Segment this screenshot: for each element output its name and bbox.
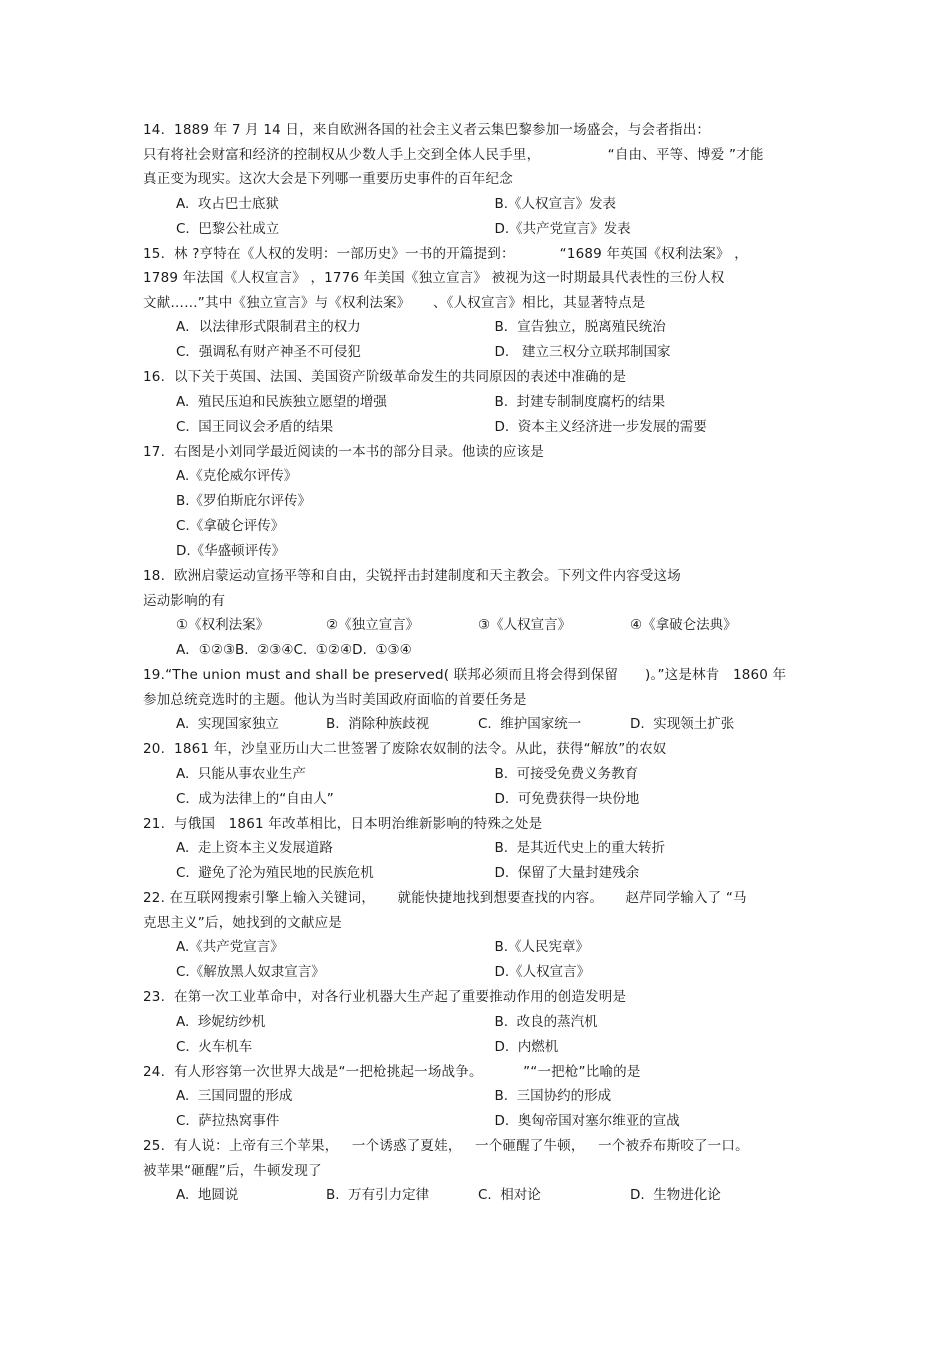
option: A. 地圆说 — [176, 1187, 239, 1203]
question-stem: 22. 在互联网搜索引擎上输入关键词， 就能快捷地找到想要查找的内容。 赵芹同学输入了 “马 克思主义”后，她找到的文献应是 — [143, 890, 747, 931]
options — [143, 836, 813, 886]
option: D.《共产党宣言》发表 — [494, 220, 631, 237]
question-stem: 19.“The union must and shall be preserved( 联邦必须而且将会得到保留 )。”这是林肯 1860 年 参加总统竞选时的主题。他认为当时美国政府面临的首要任务是 — [143, 667, 787, 708]
question-20 — [143, 737, 813, 812]
option: ①《权利法案》 — [176, 617, 270, 633]
question-stem: 17. 右图是小刘同学最近阅读的一本书的部分目录。他读的应该是 — [143, 443, 544, 460]
question-stem: 15. 林 ?亨特在《人权的发明：一部历史》一书的开篇提到： “1689 年英国《权利法案》 ， 1789 年法国《人权宣言》 ，1776 年美国《独立宣言》 被视为这一时期最具代表性的三份人权 文献……”其中《独立宣言》与《权利法案》 、《人权宣言》相比，其显著特点是 — [143, 245, 748, 311]
option: C. 巴黎公社成立 — [176, 220, 280, 237]
option: ④《拿破仑法典》 — [630, 617, 737, 633]
option: C. 火车机车 — [176, 1038, 253, 1055]
option: B. 三国协约的形成 — [494, 1088, 612, 1104]
options — [143, 935, 813, 985]
option: B．宣告独立，脱离殖民统治 — [494, 319, 666, 335]
option: A. 三国同盟的形成 — [176, 1088, 293, 1104]
option: C.《解放黑人奴隶宣言》 — [176, 964, 325, 980]
question-stem: 20. 1861 年，沙皇亚历山大二世签署了废除农奴制的法令。从此，获得“解放”的农奴 — [143, 741, 667, 757]
question-stem: 18. 欧洲启蒙运动宣扬平等和自由，尖锐抨击封建制度和天主教会。下列文件内容受这场 运动影响的有 — [143, 568, 681, 609]
option: ③《人权宣言》 — [478, 617, 572, 633]
options — [143, 712, 813, 737]
question-stem: 16. 以下关于英国、法国、美国资产阶级革命发生的共同原因的表述中准确的是 — [143, 369, 627, 385]
options — [143, 613, 813, 663]
option: D. 生物进化论 — [630, 1187, 721, 1203]
option: B.《罗伯斯庇尔评传》 — [176, 493, 312, 509]
question-stem: 25. 有人说：上帝有三个苹果， 一个诱惑了夏娃， 一个砸醒了牛顿， 一个被乔布斯咬了一口。 被苹果“砸醒”后，牛顿发现了 — [143, 1138, 749, 1179]
options — [143, 315, 813, 365]
question-15 — [143, 242, 813, 366]
options — [143, 390, 813, 440]
question-25 — [143, 1134, 813, 1208]
option: D. 内燃机 — [494, 1038, 559, 1055]
question-stem: 24. 有人形容第一次世界大战是“一把枪挑起一场战争。 ”“一把枪”比喻的是 — [143, 1063, 641, 1080]
question-stem: 23. 在第一次工业革命中，对各行业机器大生产起了重要推动作用的创造发明是 — [143, 989, 627, 1005]
option: B. 可接受免费义务教育 — [494, 765, 639, 782]
question-17 — [143, 440, 813, 565]
options — [143, 192, 813, 242]
question-19 — [143, 663, 813, 737]
option: B. 改良的蒸汽机 — [494, 1013, 598, 1030]
option: B.《人权宣言》发表 — [494, 195, 617, 212]
question-stem: 14. 1889 年 7 月 14 日，来自欧洲各国的社会主义者云集巴黎参加一场盛会，与会者指出： 只有将社会财富和经济的控制权从少数人手上交到全体人民手里， “自由、平等、博爱 ”才能 真正变为现实。这次大会是下列哪一重要历史事件的百年纪念 — [143, 122, 764, 187]
options — [143, 1010, 813, 1060]
option: A. 攻占巴士底狱 — [176, 195, 279, 212]
question-stem: 21. 与俄国 1861 年改革相比，日本明治维新影响的特殊之处是 — [143, 815, 543, 832]
option: D.《人权宣言》 — [494, 964, 591, 980]
option: D. 奥匈帝国对塞尔维亚的宣战 — [494, 1113, 680, 1129]
question-16 — [143, 365, 813, 440]
option: A. 殖民压迫和民族独立愿望的增强 — [176, 393, 387, 410]
option: C．强调私有财产神圣不可侵犯 — [176, 344, 361, 360]
option: A．以法律形式限制君主的权力 — [176, 319, 361, 335]
option: B. 万有引力定律 — [326, 1187, 430, 1203]
question-24 — [143, 1060, 813, 1135]
option: A.《克伦威尔评传》 — [176, 468, 298, 484]
option: D. 建立三权分立联邦制国家 — [494, 344, 671, 360]
option: C. 避免了沦为殖民地的民族危机 — [176, 865, 374, 881]
option: C. ①②④ — [293, 642, 353, 658]
option: B.《人民宪章》 — [494, 939, 590, 955]
option: A.《共产党宣言》 — [176, 939, 284, 955]
option: B. 消除种族歧视 — [326, 716, 430, 732]
option: A. 走上资本主义发展道路 — [176, 840, 333, 856]
question-14 — [143, 118, 813, 242]
option: A. 实现国家独立 — [176, 716, 279, 732]
question-21 — [143, 812, 813, 887]
options — [143, 1183, 813, 1208]
option: B. 是其近代史上的重大转折 — [494, 840, 666, 856]
option: D. 实现领土扩张 — [630, 716, 735, 732]
question-18 — [143, 564, 813, 663]
options — [143, 762, 813, 812]
option: A. 只能从事农业生产 — [176, 765, 306, 782]
option: D. ①③④ — [352, 642, 412, 658]
option: C. 萨拉热窝事件 — [176, 1113, 280, 1129]
exam-page — [143, 118, 813, 1208]
option: B. 封建专制制度腐朽的结果 — [494, 393, 666, 410]
question-22 — [143, 886, 813, 985]
option: D. 资本主义经济进一步发展的需要 — [494, 418, 707, 435]
option: D.《华盛顿评传》 — [176, 543, 286, 559]
option: C. 维护国家统一 — [478, 716, 582, 732]
option: D. 可免费获得一块份地 — [494, 790, 640, 807]
option: A. 珍妮纺纱机 — [176, 1013, 266, 1030]
option: D. 保留了大量封建残余 — [494, 865, 640, 881]
option: C. 相对论 — [478, 1187, 541, 1203]
option: C.《拿破仑评传》 — [176, 518, 285, 534]
option: A．①②③ — [176, 642, 236, 658]
option: ②《独立宣言》 — [326, 617, 420, 633]
option: C. 成为法律上的“自由人” — [176, 790, 334, 807]
option: C. 国王同议会矛盾的结果 — [176, 418, 334, 435]
question-23 — [143, 985, 813, 1060]
option: B. ②③④ — [235, 642, 294, 658]
options — [143, 1084, 813, 1134]
options — [143, 464, 813, 564]
